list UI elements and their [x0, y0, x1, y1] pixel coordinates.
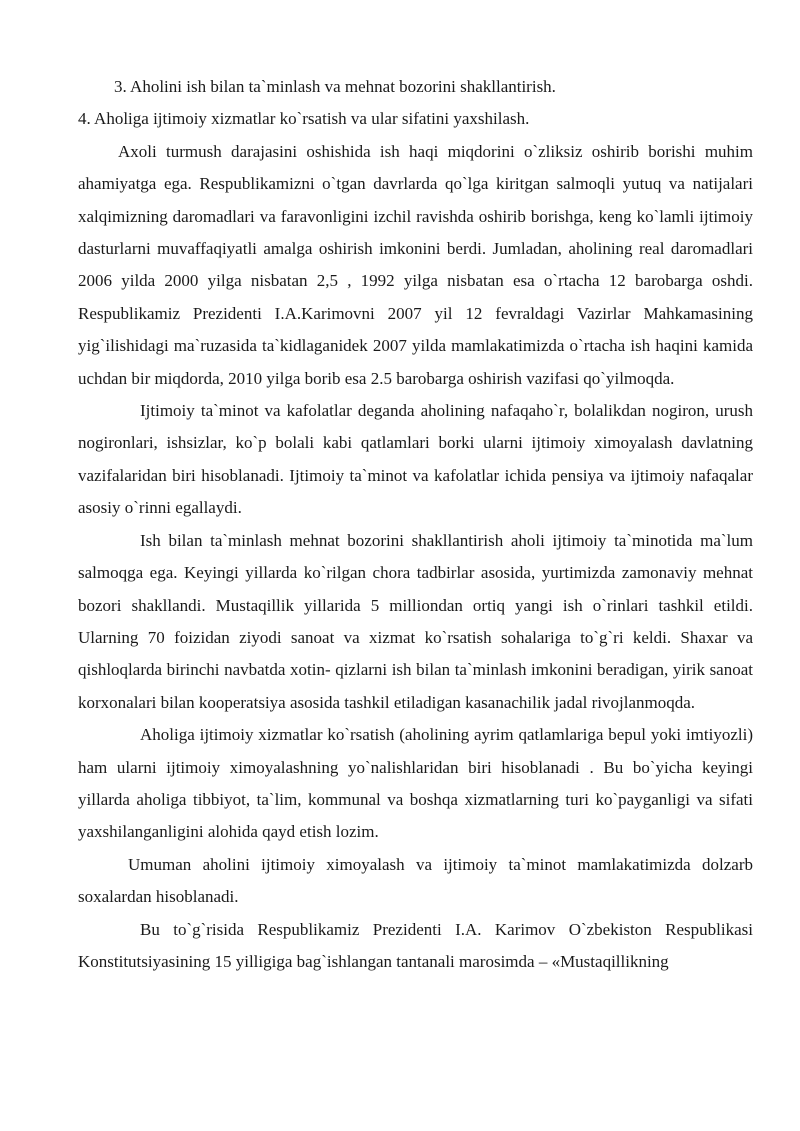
paragraph-social-security: Ijtimoiy ta`minot va kafolatlar deganda aholining nafaqaho`r, bolalikdan nogiron, urush nogironlari, ishsizlar, ko`p bolali kabi qatlamlari borki ularni ijtimoiy ximoyalash davlatning vazifalaridan biri hisoblanadi. Ijtimoiy ta`minot va kafolatlar ichida pensiya va ijtimoiy nafaqalar asosiy o`rinni egallaydi.	[78, 401, 753, 518]
paragraph-wages: Axoli turmush darajasini oshishida ish haqi miqdorini o`zliksiz oshirib borishi muhim ahamiyatga ega. Respublikamizni o`tgan davrlarda qo`lga kiritgan salmoqli yutuq va natijalari xalqimizning daromadlari va faravonligini izchil ravishda oshirib borishga, keng ko`lamli ijtimoiy dasturlarni muvaffaqiyatli amalga oshirish imkonini berdi. Jumladan, aholining real daromadlari 2006 yilda 2000 yilga nisbatan 2,5 , 1992 yilga nisbatan esa o`rtacha 12 barobarga oshdi. Respublikamiz Prezidenti I.A.Karimovni 2007 yil 12 fevraldagi Vazirlar Mahkamasining yig`ilishidagi ma`ruzasida ta`kidlaganidek 2007 yilda mamlakatimizda o`rtacha ish haqini kamida uchdan bir miqdorda, 2010 yilga borib esa 2.5 barobarga oshirish vazifasi qo`yilmoqda.	[78, 141, 753, 388]
list-item-3: 3. Aholini ish bilan ta`minlash va mehnat bozorini shakllantirish.	[114, 77, 556, 96]
list-item-4: 4. Aholiga ijtimoiy xizmatlar ko`rsatish va ular sifatini yaxshilash.	[78, 109, 530, 129]
paragraph-social-services: Aholiga ijtimoiy xizmatlar ko`rsatish (aholining ayrim qatlamlariga bepul yoki imtiyozli) ham ularni ijtimoiy ximoyalashning yo`nalishlaridan biri hisoblanadi . Bu bo`yicha keyingi yillarda aholiga tibbiyot, ta`lim, kommunal va boshqa xizmatlarning turi ko`payganligi va sifati yaxshilanganligini alohida qayd etish lozim.	[78, 725, 753, 842]
document-page	[78, 71, 753, 978]
paragraph-summary: Umuman aholini ijtimoiy ximoyalash va ijtimoiy ta`minot mamlakatimizda dolzarb soxalardan hisoblanadi.	[78, 854, 753, 907]
paragraph-employment: Ish bilan ta`minlash mehnat bozorini shakllantirish aholi ijtimoiy ta`minotida ma`lum salmoqga ega. Keyingi yillarda ko`rilgan chora tadbirlar asosida, yurtimizda zamonaviy mehnat bozori shakllandi. Mustaqillik yillarida 5 milliondan ortiq yangi ish o`rinlari tashkil etildi. Ularning 70 foizidan ziyodi sanoat va xizmat ko`rsatish sohalariga to`g`ri keldi. Shaxar va qishloqlarda birinchi navbatda xotin- qizlarni ish bilan ta`minlash imkonini beradigan, yirik sanoat korxonalari bilan kooperatsiya asosida tashkil etiladigan kasanachilik jadal rivojlanmoqda.	[78, 530, 753, 712]
paragraph-president-quote: Bu to`g`risida Respublikamiz Prezidenti I.A. Karimov O`zbekiston Respublikasi Konstitutsiyasining 15 yilligiga bag`ishlangan tantanali marosimda – «Mustaqillikning	[78, 919, 753, 971]
